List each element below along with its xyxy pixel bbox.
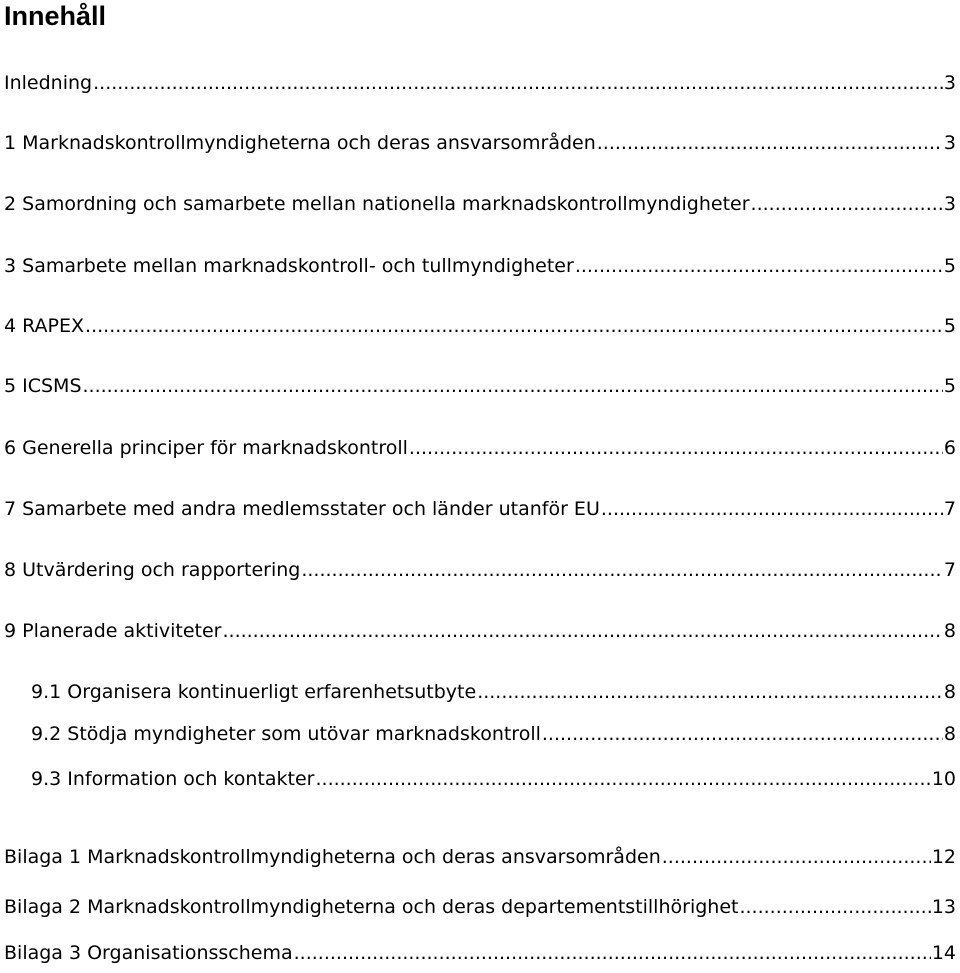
- toc-entry-4[interactable]: [4, 311, 956, 341]
- toc-page-number: 8: [943, 620, 956, 642]
- dot-leader: [85, 311, 943, 341]
- toc-page-number: 6: [943, 437, 956, 459]
- dot-leader: [575, 251, 943, 281]
- toc-page-number: 7: [943, 498, 956, 520]
- toc-entry-9-1[interactable]: [31, 677, 956, 707]
- dot-leader: [662, 842, 931, 872]
- toc-entry-label: 1 Marknadskontrollmyndigheterna och deras ansvarsområden: [4, 132, 596, 154]
- toc-entry-bilaga-3[interactable]: [4, 938, 956, 968]
- dot-leader: [301, 555, 943, 585]
- dot-leader: [93, 68, 943, 98]
- toc-entry-1[interactable]: [4, 128, 956, 158]
- toc-entry-label: Bilaga 1 Marknadskontrollmyndigheterna och deras ansvarsområden: [4, 846, 661, 868]
- toc-page-number: 3: [943, 193, 956, 215]
- toc-page-number: 7: [943, 559, 956, 581]
- dot-leader: [409, 433, 943, 463]
- toc-entry-label: 6 Generella principer för marknadskontroll: [4, 437, 408, 459]
- toc-entry-inledning[interactable]: [4, 68, 956, 98]
- toc-entry-label: 9.1 Organisera kontinuerligt erfarenhetsutbyte: [31, 681, 477, 703]
- toc-entry-label: 9 Planerade aktiviteter: [4, 620, 222, 642]
- toc-entry-label: 4 RAPEX: [4, 315, 85, 337]
- toc-entry-2[interactable]: [4, 189, 956, 219]
- toc-page-number: 3: [943, 72, 956, 94]
- dot-leader: [597, 128, 943, 158]
- toc-entry-label: 2 Samordning och samarbete mellan nationella marknadskontrollmyndigheter: [4, 193, 750, 215]
- toc-title: Innehåll: [4, 1, 107, 31]
- toc-entry-bilaga-2[interactable]: [4, 892, 956, 922]
- dot-leader: [315, 764, 930, 794]
- toc-entry-label: 9.2 Stödja myndigheter som utövar marknadskontroll: [31, 723, 541, 745]
- toc-entry-9-2[interactable]: [31, 719, 956, 749]
- toc-entry-7[interactable]: [4, 494, 956, 524]
- toc-page-number: 8: [943, 723, 956, 745]
- toc-entry-label: 9.3 Information och kontakter: [31, 768, 315, 790]
- toc-entry-label: 3 Samarbete mellan marknadskontroll- och tullmyndigheter: [4, 255, 574, 277]
- toc-page-number: 5: [943, 315, 956, 337]
- toc-page-number: 5: [943, 375, 956, 397]
- toc-page-number: 14: [931, 942, 956, 964]
- dot-leader: [477, 677, 943, 707]
- dot-leader: [739, 892, 930, 922]
- dot-leader: [601, 494, 943, 524]
- toc-entry-6[interactable]: [4, 433, 956, 463]
- toc-entry-label: 8 Utvärdering och rapportering: [4, 559, 301, 581]
- toc-page-number: 12: [931, 846, 956, 868]
- toc-entry-3[interactable]: [4, 251, 956, 281]
- toc-page-number: 5: [943, 255, 956, 277]
- toc-entry-9[interactable]: [4, 616, 956, 646]
- dot-leader: [542, 719, 943, 749]
- toc-entry-9-3[interactable]: [31, 764, 956, 794]
- toc-entry-label: Inledning: [4, 72, 93, 94]
- toc-page-number: 8: [943, 681, 956, 703]
- toc-entry-label: Bilaga 2 Marknadskontrollmyndigheterna och deras departementstillhörighet: [4, 896, 739, 918]
- toc-entry-label: 5 ICSMS: [4, 375, 82, 397]
- toc-page-number: 13: [931, 896, 956, 918]
- dot-leader: [294, 938, 931, 968]
- dot-leader: [751, 189, 943, 219]
- toc-page-number: 10: [931, 768, 956, 790]
- toc-entry-bilaga-1[interactable]: [4, 842, 956, 872]
- toc-entry-8[interactable]: [4, 555, 956, 585]
- toc-page-number: 3: [943, 132, 956, 154]
- toc-entry-5[interactable]: [4, 371, 956, 401]
- dot-leader: [222, 616, 942, 646]
- dot-leader: [83, 371, 943, 401]
- toc-entry-label: 7 Samarbete med andra medlemsstater och länder utanför EU: [4, 498, 600, 520]
- toc-entry-label: Bilaga 3 Organisationsschema: [4, 942, 293, 964]
